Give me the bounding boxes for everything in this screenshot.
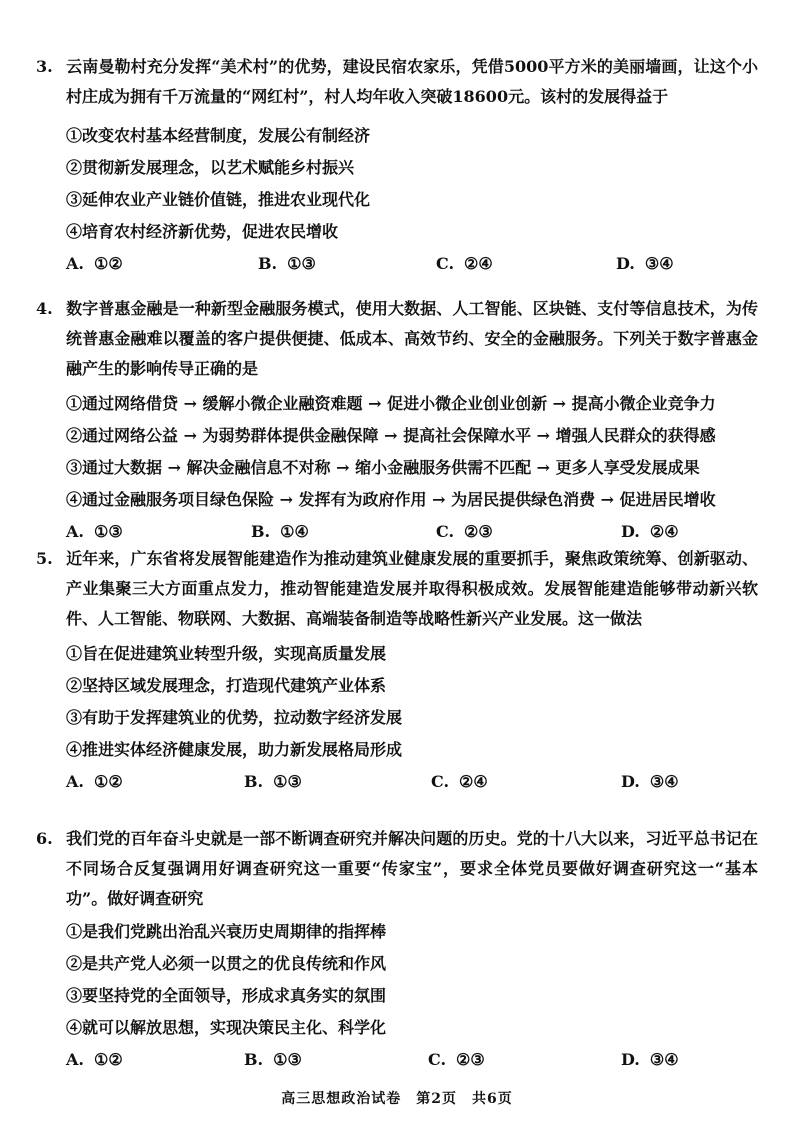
answer-options [66,766,758,798]
statement-1: ①旨在促进建筑业转型升级，实现高质量发展 [66,644,387,663]
statement-2: ②是共产党人必须一以贯之的优良传统和作风 [66,954,387,973]
option-label: B. [244,1050,264,1069]
option-value: ①③ [273,772,302,791]
question-stem-text: 近年来，广东省将发展智能建造作为推动建筑业健康发展的重要抓手，聚焦政策统筹、创新驱动、产业集聚三大方面重点发力，推动智能建造发展并取得积极成效。发展智能建造能够带动新兴软件、人工智能、物联网、大数据、高端装备制造等战略性新兴产业发展。这一做法 [66,549,758,628]
statement-2: ②坚持区域发展理念，打造现代建筑产业体系 [66,676,387,695]
question-stem [36,824,758,914]
option-value: ③④ [649,1050,679,1069]
statement-4: ④就可以解放思想，实现决策民主化、科学化 [66,1018,387,1037]
option-b[interactable] [244,1044,302,1076]
statement-1: ①是我们党跳出治乱兴衰历史周期律的指挥棒 [66,922,387,941]
option-value: ③④ [649,772,679,791]
option-a[interactable] [66,1044,123,1076]
option-value: ①③ [93,522,123,541]
question-number: 5. [36,549,53,568]
option-label: A. [66,772,84,791]
option-label: D. [621,772,640,791]
option-value: ②③ [456,1050,485,1069]
option-label: C. [431,772,450,791]
option-value: ①② [93,1050,123,1069]
answer-options [66,1044,758,1076]
option-label: C. [428,1050,447,1069]
option-a[interactable] [66,766,123,798]
option-label: D. [616,254,635,273]
question-stem-text: 云南曼勒村充分发挥“美术村”的优势，建设民宿农家乐，凭借5000平方米的美丽墙画，让这个小村庄成为拥有千万流量的“网红村”，村人均年收入突破18600元。该村的发展得益于 [66,57,758,106]
option-label: B. [244,772,264,791]
statement-3: ③有助于发挥建筑业的优势，拉动数字经济发展 [66,708,403,727]
option-value: ②③ [464,522,493,541]
answer-options [66,248,758,280]
question-4 [36,294,758,548]
option-d[interactable] [616,248,674,280]
option-label: D. [621,1050,640,1069]
option-label: D. [621,522,640,541]
question-6 [36,824,758,1076]
statement-3: ③要坚持党的全面领导，形成求真务实的氛围 [66,986,387,1005]
question-number: 6. [36,829,53,848]
question-stem [36,52,758,112]
option-value: ①② [93,254,123,273]
option-label: A. [66,1050,84,1069]
statement-2: ②贯彻新发展理念，以艺术赋能乡村振兴 [66,158,355,177]
statement-2: ②通过网络公益 → 为弱势群体提供金融保障 → 提高社会保障水平 → 增强人民群众的获得感 [66,426,716,445]
option-d[interactable] [621,766,679,798]
option-label: C. [436,522,455,541]
option-value: ③④ [644,254,674,273]
option-value: ②④ [464,254,493,273]
option-c[interactable] [428,1044,485,1076]
question-3 [36,52,758,280]
option-value: ①② [93,772,123,791]
option-a[interactable] [66,248,123,280]
statement-1: ①改变农村基本经营制度，发展公有制经济 [66,126,371,145]
page-footer: 高三思想政治试卷 第2页 共6页 [281,1091,513,1107]
question-number: 3. [36,57,53,76]
question-5 [36,544,758,798]
option-value: ①③ [287,254,316,273]
option-value: ①③ [273,1050,302,1069]
option-c[interactable] [436,248,493,280]
option-label: B. [251,522,271,541]
statement-4: ④推进实体经济健康发展，助力新发展格局形成 [66,740,403,759]
statement-1: ①通过网络借贷 → 缓解小微企业融资难题 → 促进小微企业创业创新 → 提高小微企业竞争力 [66,394,716,413]
option-label: B. [258,254,278,273]
option-b[interactable] [244,766,302,798]
option-label: C. [436,254,455,273]
question-stem-text: 数字普惠金融是一种新型金融服务模式，使用大数据、人工智能、区块链、支付等信息技术，为传统普惠金融难以覆盖的客户提供便捷、低成本、高效节约、安全的金融服务。下列关于数字普惠金融产生的影响传导正确的是 [66,299,758,378]
option-d[interactable] [621,1044,679,1076]
option-value: ②④ [459,772,488,791]
option-value: ②④ [649,522,679,541]
option-label: A. [66,254,84,273]
question-stem [36,544,758,634]
statement-4: ④通过金融服务项目绿色保险 → 发挥有为政府作用 → 为居民提供绿色消费 → 促进居民增收 [66,490,716,509]
option-c[interactable] [431,766,488,798]
option-label: A. [66,522,84,541]
statement-3: ③通过大数据 → 解决金融信息不对称 → 缩小金融服务供需不匹配 → 更多人享受发展成果 [66,458,700,477]
option-value: ①④ [280,522,309,541]
question-stem-text: 我们党的百年奋斗史就是一部不断调查研究并解决问题的历史。党的十八大以来，习近平总书记在不同场合反复强调用好调查研究这一重要“传家宝”，要求全体党员要做好调查研究这一“基本功”。做好调查研究 [66,829,758,908]
statement-4: ④培育农村经济新优势，促进农民增收 [66,222,339,241]
question-stem [36,294,758,384]
option-b[interactable] [258,248,316,280]
question-number: 4. [36,299,53,318]
statement-3: ③延伸农业产业链价值链，推进农业现代化 [66,190,371,209]
